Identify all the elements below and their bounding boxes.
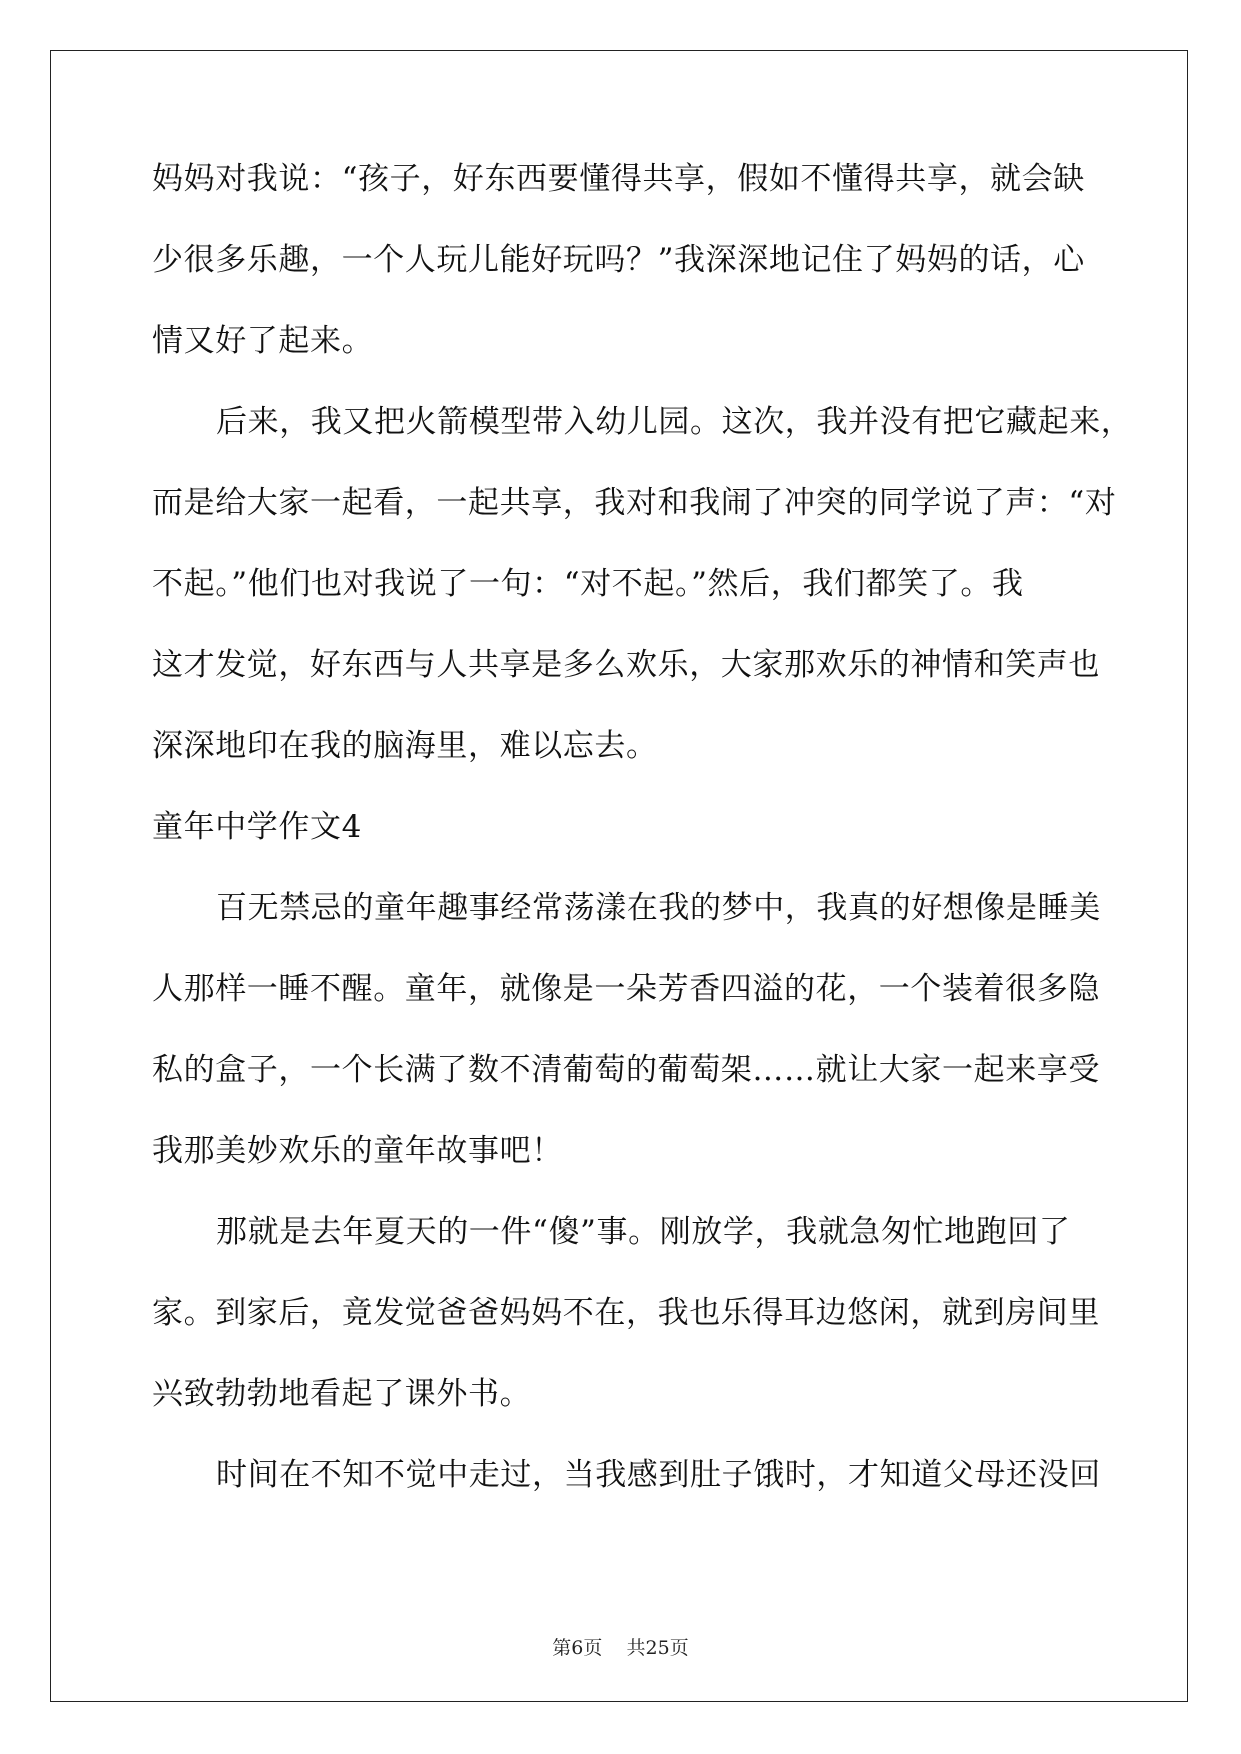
section-heading: 童年中学作文4 <box>152 809 362 845</box>
text-line: 兴致勃勃地看起了课外书。 <box>152 1376 532 1412</box>
paragraph-start-line: 后来，我又把火箭模型带入幼儿园。这次，我并没有把它藏起来， <box>216 404 1133 440</box>
text-line: 妈妈对我说：“孩子，好东西要懂得共享，假如不懂得共享，就会缺 <box>152 161 1085 197</box>
document-body <box>152 158 1133 1535</box>
paragraph-start-line: 百无禁忌的童年趣事经常荡漾在我的梦中，我真的好想像是睡美 <box>216 890 1101 926</box>
page-number-footer: 第6页 共25页 <box>552 1637 689 1659</box>
text-line: 私的盒子，一个长满了数不清葡萄的葡萄架……就让大家一起来享受 <box>152 1052 1100 1088</box>
text-line: 情又好了起来。 <box>152 323 374 359</box>
text-line: 人那样一睡不醒。童年，就像是一朵芳香四溢的花，一个装着很多隐 <box>152 971 1100 1007</box>
text-line: 深深地印在我的脑海里，难以忘去。 <box>152 728 658 764</box>
text-line: 家。到家后，竟发觉爸爸妈妈不在，我也乐得耳边悠闲，就到房间里 <box>152 1295 1100 1331</box>
paragraph-start-line: 那就是去年夏天的一件“傻”事。刚放学，我就急匆忙地跑回了 <box>216 1214 1071 1250</box>
paragraph-start-line: 时间在不知不觉中走过，当我感到肚子饿时，才知道父母还没回 <box>216 1457 1101 1493</box>
text-line: 我那美妙欢乐的童年故事吧！ <box>152 1133 563 1169</box>
text-line: 少很多乐趣，一个人玩儿能好玩吗？”我深深地记住了妈妈的话，心 <box>152 242 1085 278</box>
text-line: 不起。”他们也对我说了一句：“对不起。”然后，我们都笑了。我 <box>152 566 1024 602</box>
text-line: 而是给大家一起看，一起共享，我对和我闹了冲突的同学说了声：“对 <box>152 485 1117 521</box>
text-line: 这才发觉，好东西与人共享是多么欢乐，大家那欢乐的神情和笑声也 <box>152 647 1100 683</box>
